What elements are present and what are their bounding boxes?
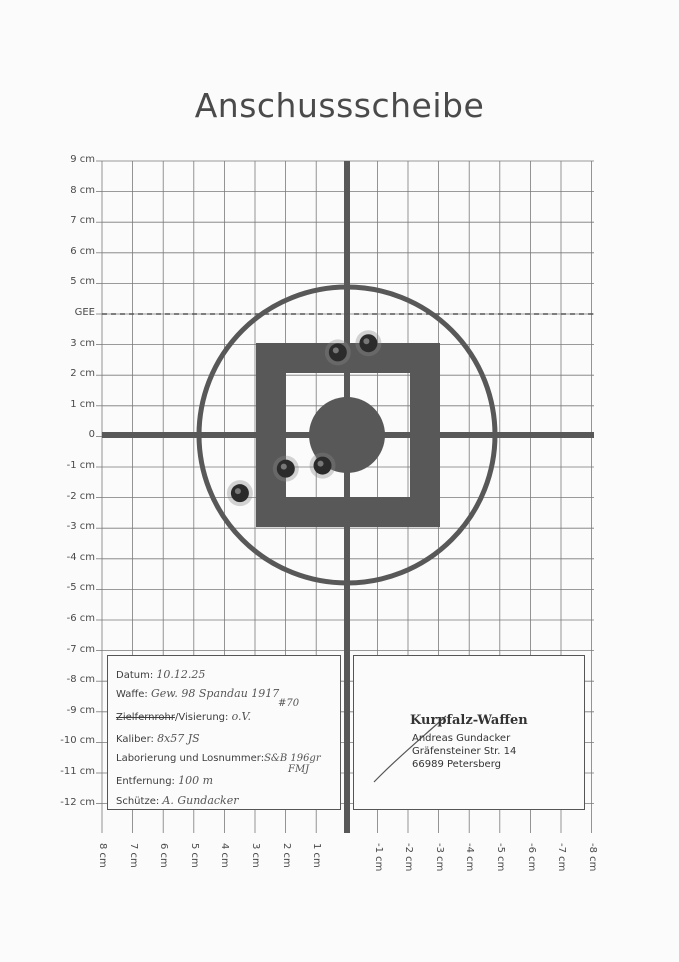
kaliber-value: 8x57 JS: [157, 732, 200, 745]
y-axis-label: 6 cm: [70, 245, 95, 257]
datum-row: [116, 668, 205, 681]
x-axis-label: 4 cm: [219, 843, 231, 868]
datum-value: 10.12.25: [156, 668, 206, 681]
laborierung-row: [116, 753, 321, 764]
y-axis-label: 5 cm: [70, 276, 95, 288]
x-axis-label: 5 cm: [188, 843, 200, 868]
y-axis-label: -6 cm: [66, 613, 95, 624]
page-title: Anschussscheibe: [194, 86, 485, 125]
shooting-info-box: [107, 655, 341, 810]
y-axis-label: -11 cm: [60, 766, 95, 777]
x-axis-label: -3 cm: [433, 843, 445, 872]
x-axis-label: 3 cm: [250, 843, 261, 868]
laborierung-value: S&B 196gr: [264, 753, 321, 764]
waffe-note: #70: [278, 698, 300, 709]
x-axis-label: 1 cm: [311, 843, 323, 868]
x-axis-label: -6 cm: [525, 843, 537, 872]
visierung-value: o.V.: [231, 710, 252, 723]
shot-hole-highlight: [281, 464, 287, 470]
company-name: Kurpfalz-Waffen: [410, 713, 528, 728]
x-axis-label: 7 cm: [127, 843, 139, 868]
zielfernrohr-label: Zielfernrohr: [116, 712, 175, 723]
company-stamp-box: [353, 655, 585, 810]
laborierung-label: Laborierung und Losnummer:: [116, 753, 265, 764]
y-axis-label: -7 cm: [66, 643, 95, 655]
schuetze-label: Schütze:: [116, 796, 160, 807]
company-city: 66989 Petersberg: [412, 759, 501, 770]
y-axis-label: -2 cm: [66, 490, 95, 502]
kaliber-row: [116, 732, 200, 745]
schuetze-row: [116, 794, 239, 807]
visierung-label: /Visierung:: [174, 712, 229, 723]
entfernung-label: Entfernung:: [116, 776, 175, 787]
y-axis-label: 8 cm: [70, 184, 95, 196]
y-axis-label: -3 cm: [66, 521, 95, 533]
y-axis-label: GEE: [74, 307, 95, 318]
waffe-row: [116, 687, 279, 700]
x-axis-label: -5 cm: [495, 843, 506, 872]
company-person: Andreas Gundacker: [412, 733, 511, 744]
x-axis-label: 2 cm: [280, 843, 292, 868]
x-axis-label: -2 cm: [403, 843, 415, 872]
waffe-value: Gew. 98 Spandau 1917: [150, 687, 280, 700]
y-axis-label: 0: [88, 429, 95, 441]
y-axis-label: -10 cm: [60, 735, 95, 747]
company-street: Gräfensteiner Str. 14: [412, 746, 517, 757]
x-axis-label: 6 cm: [158, 843, 170, 868]
schuetze-value: A. Gundacker: [162, 794, 239, 807]
y-axis-label: -4 cm: [66, 551, 95, 563]
shot-hole-highlight: [333, 347, 339, 353]
y-axis-label: 1 cm: [70, 398, 95, 410]
datum-label: Datum:: [116, 670, 154, 681]
shot-hole-highlight: [318, 461, 324, 467]
x-axis-label: 8 cm: [97, 843, 108, 868]
waffe-label: Waffe:: [116, 689, 148, 700]
y-axis-label: 7 cm: [70, 215, 95, 227]
x-axis-label: -4 cm: [464, 843, 476, 872]
entfernung-value: 100 m: [178, 774, 214, 787]
shot-hole-highlight: [235, 488, 241, 494]
y-axis-label: 9 cm: [70, 154, 95, 165]
y-axis-label: -1 cm: [66, 460, 95, 471]
laborierung-value-2: FMJ: [288, 764, 310, 775]
y-axis-label: -5 cm: [66, 582, 95, 594]
x-axis-label: -7 cm: [556, 843, 568, 872]
entfernung-row: [116, 774, 213, 787]
y-axis-label: 3 cm: [70, 337, 95, 349]
visierung-row: [116, 710, 251, 723]
x-axis-label: -1 cm: [372, 843, 384, 872]
kaliber-label: Kaliber:: [116, 734, 154, 745]
shot-hole-highlight: [363, 338, 369, 344]
x-axis-label: -8 cm: [586, 843, 598, 872]
y-axis-label: -12 cm: [60, 796, 95, 808]
y-axis-label: 2 cm: [70, 368, 95, 380]
y-axis-label: -8 cm: [66, 674, 95, 686]
y-axis-label: -9 cm: [66, 704, 95, 716]
